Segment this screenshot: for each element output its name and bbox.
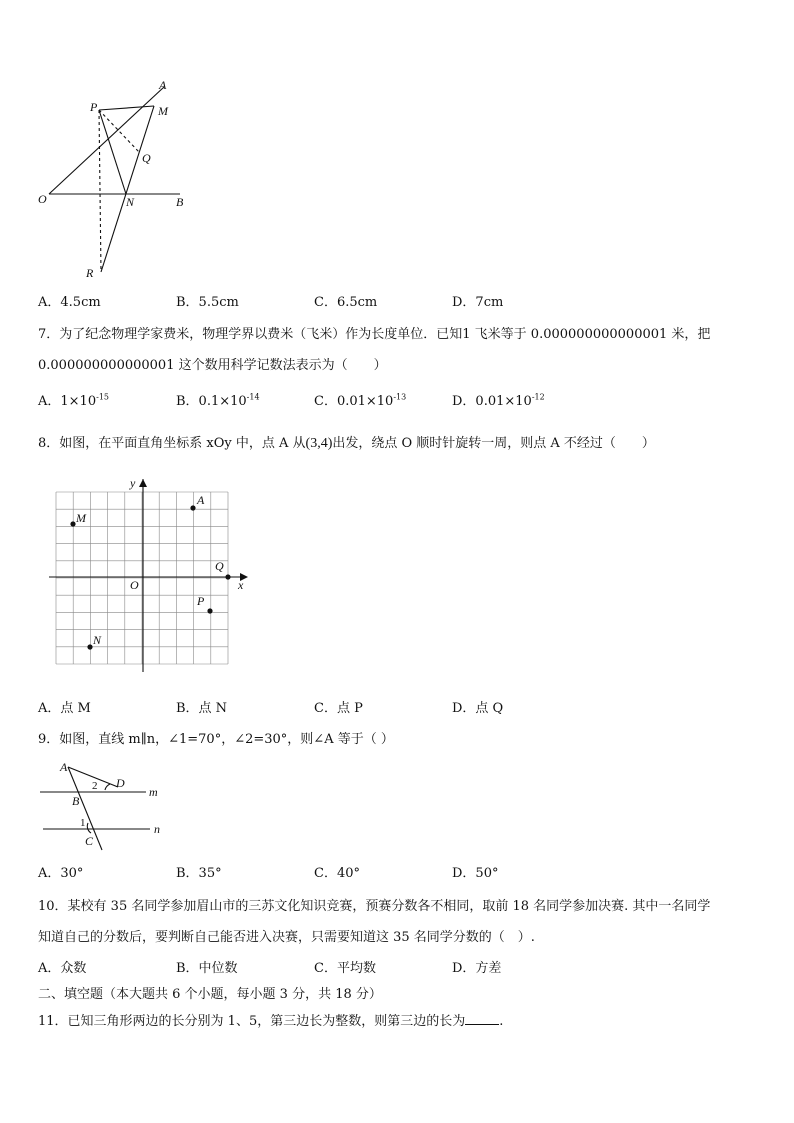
label-B: B <box>72 794 80 808</box>
q7-option-c <box>314 390 406 409</box>
ray-OA <box>49 87 164 194</box>
label-C: C <box>85 834 94 848</box>
label-M: M <box>158 104 168 118</box>
label-R: R <box>86 266 94 280</box>
q9-option-d: D．50° <box>452 866 499 881</box>
q7-option-d <box>452 390 545 409</box>
q7-option-b-exp: -14 <box>246 392 260 402</box>
angle-2-arc <box>105 784 110 790</box>
q9-option-a: A．30° <box>38 866 84 881</box>
q11-text-before: 11．已知三角形两边的长分别为 1、5，第三边长为整数，则第三边的长为 <box>38 1014 466 1029</box>
label-N: N <box>93 633 102 647</box>
label-B: B <box>176 195 184 209</box>
label-D: D <box>116 776 125 790</box>
q7-text-line1: 7．为了纪念物理学家费米，物理学界以费米（飞米）作为长度单位．已知1 飞米等于 0.000000000000001 米，把 <box>38 327 711 342</box>
point-P <box>207 608 212 613</box>
q8-option-d: D．点 Q <box>452 701 504 716</box>
angle-1-arc <box>87 823 91 833</box>
q11-text <box>38 1010 503 1029</box>
segment-PN <box>99 110 126 194</box>
point-N <box>87 644 92 649</box>
q7-option-a <box>38 390 109 409</box>
q7-option-c-base: C．0.01×10 <box>314 394 394 409</box>
section-2-title: 二、填空题（本大题共 6 个小题，每小题 3 分，共 18 分） <box>38 987 382 1002</box>
label-Q: Q <box>142 151 151 165</box>
segment-MR <box>101 106 154 272</box>
q7-option-a-exp: -15 <box>96 392 109 402</box>
q8-option-b: B．点 N <box>176 701 228 716</box>
label-Q: Q <box>215 559 224 573</box>
q7-option-a-base: A．1×10 <box>38 394 97 409</box>
q7-text-line2: 0.000000000000001 这个数用科学记数法表示为（ ） <box>38 358 387 373</box>
q10-text-line1: 10．某校有 35 名同学参加眉山市的三苏文化知识竞赛，预赛分数各不相同，取前 18 名同学参加决赛. 其中一名同学 <box>38 899 711 914</box>
q8-option-a: A．点 M <box>38 701 91 716</box>
label-M: M <box>76 511 86 525</box>
q6-option-d: D．7cm <box>452 295 504 310</box>
q9-parallel-lines-figure <box>36 754 176 854</box>
label-O: O <box>38 192 47 206</box>
point-M <box>70 521 75 526</box>
point-Q <box>225 574 230 579</box>
q8-coordinate-grid-figure <box>44 476 254 676</box>
q6-option-a: A．4.5cm <box>38 295 101 310</box>
q6-option-b: B．5.5cm <box>176 295 239 310</box>
q10-text-line2: 知道自己的分数后，要判断自己能否进入决赛，只需要知道这 35 名同学分数的（ ）. <box>38 930 535 945</box>
label-x: x <box>238 578 244 592</box>
q8-text <box>38 432 655 452</box>
q10-option-b: B．中位数 <box>176 961 238 976</box>
q7-option-c-exp: -13 <box>393 392 407 402</box>
q9-option-c: C．40° <box>314 866 360 881</box>
q8-option-c: C．点 P <box>314 701 363 716</box>
q6-option-c: C．6.5cm <box>314 295 378 310</box>
q7-option-d-exp: -12 <box>531 392 545 402</box>
label-A: A <box>159 78 167 92</box>
label-N: N <box>126 195 135 209</box>
q7-option-b-base: B．0.1×10 <box>176 394 247 409</box>
q10-option-c: C．平均数 <box>314 961 376 976</box>
q9-option-b: B．35° <box>176 866 222 881</box>
label-n: n <box>154 822 160 836</box>
label-y: y <box>130 476 136 490</box>
label-angle-2: 2 <box>92 780 98 792</box>
label-m: m <box>149 785 158 799</box>
segment-PM <box>99 106 154 110</box>
q9-text: 9．如图，直线 m∥n，∠1=70°，∠2=30°，则∠A 等于（ ） <box>38 732 394 747</box>
y-axis-arrow <box>139 479 147 487</box>
q10-option-a: A．众数 <box>38 961 87 976</box>
point-A <box>190 505 195 510</box>
answer-blank[interactable] <box>465 1014 499 1025</box>
q11-text-after: . <box>499 1014 504 1029</box>
label-P: P <box>90 100 98 114</box>
label-angle-1: 1 <box>80 817 86 829</box>
q7-option-b <box>176 390 260 409</box>
q8-coord: (3,4) <box>305 436 333 451</box>
label-A: A <box>197 493 205 507</box>
label-A: A <box>60 760 68 774</box>
label-P: P <box>197 594 205 608</box>
q8-text-after: 出发，绕点 O 顺时针旋转一周，则点 A 不经过（ ） <box>332 436 655 451</box>
segment-PR-dashed <box>99 110 101 272</box>
q8-text-before: 8．如图，在平面直角坐标系 xOy 中，点 A 从 <box>38 436 306 451</box>
label-O: O <box>130 578 139 592</box>
q6-geometry-figure <box>30 75 210 290</box>
q7-option-d-base: D．0.01×10 <box>452 394 532 409</box>
q10-option-d: D．方差 <box>452 961 502 976</box>
